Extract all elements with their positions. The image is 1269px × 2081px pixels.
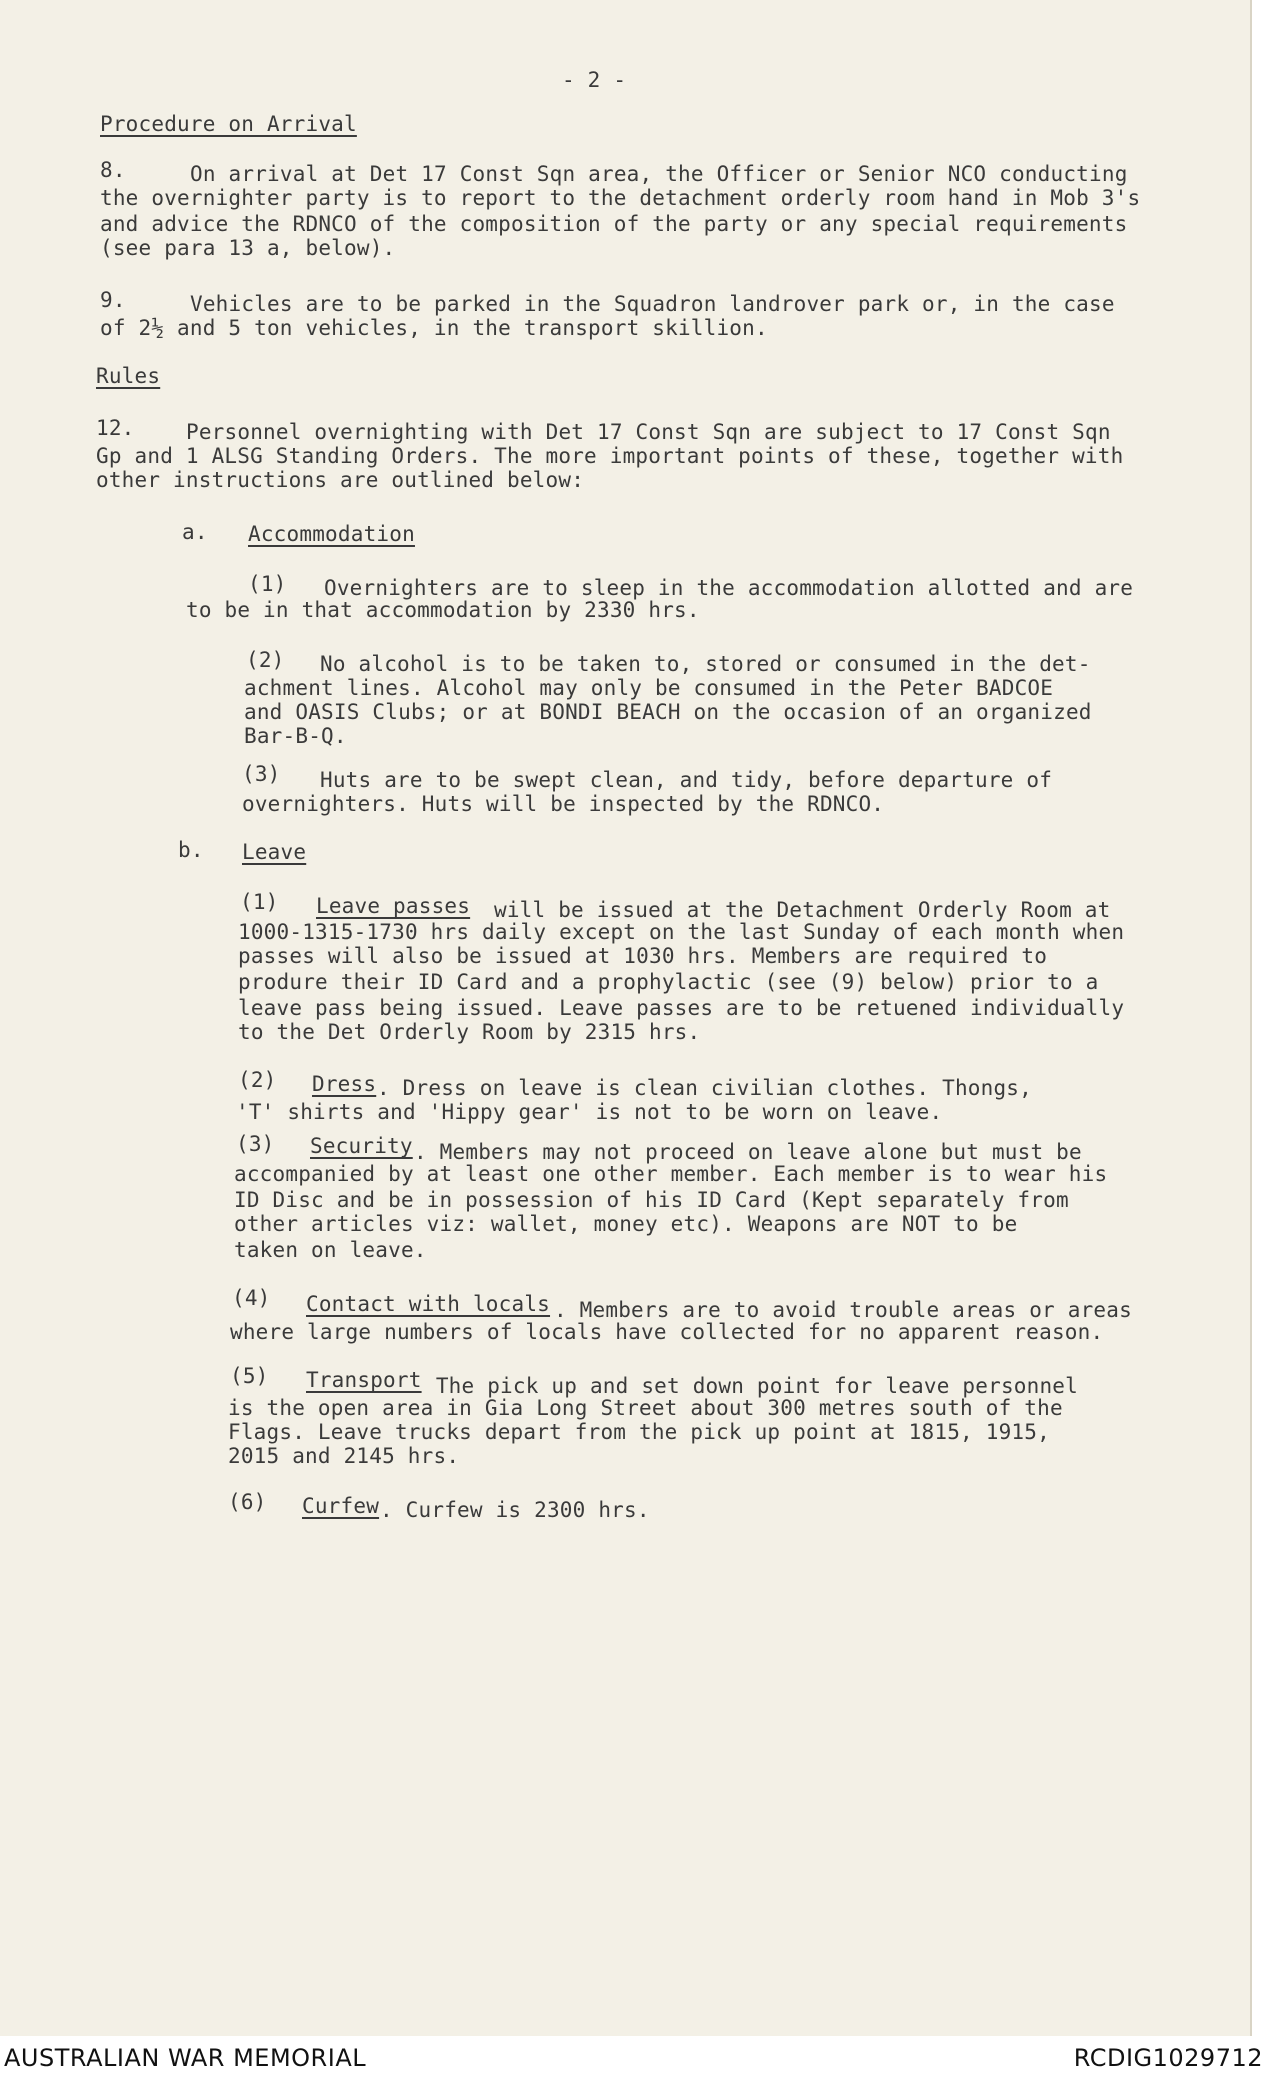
item-line: 'T' shirts and 'Hippy gear' is not to be worn on leave. [236,1100,943,1124]
para-8-line: On arrival at Det 17 Const Sqn area, the Officer or Senior NCO conducting [190,162,1128,186]
item-title: Curfew [302,1494,380,1518]
item-line: other articles viz: wallet, money etc). Weapons are NOT to be [234,1212,1018,1236]
item-number: (1) [248,572,287,596]
item-line: No alcohol is to be taken to, stored or consumed in the det- [320,652,1091,676]
item-line: to be in that accommodation by 2330 hrs. [186,598,700,622]
item-line: is the open area in Gia Long Street about 300 metres south of the [228,1396,1063,1420]
item-line: accompanied by at least one other member. Each member is to wear his [234,1162,1108,1186]
item-line: Flags. Leave trucks depart from the pick up point at 1815, 1915, [228,1420,1050,1444]
page-number: - 2 - [562,68,627,92]
item-title: Transport [306,1368,422,1392]
para-12-line: Gp and 1 ALSG Standing Orders. The more important points of these, together with [96,444,1124,468]
para-8-line: the overnighter party is to report to the detachment orderly room hand in Mob 3's [100,186,1141,210]
item-number: (5) [230,1364,269,1388]
item-title: Dress [312,1072,377,1096]
item-line: achment lines. Alcohol may only be consumed in the Peter BADCOE [244,676,1054,700]
item-number: (6) [228,1490,267,1514]
item-line: . Members may not proceed on leave alone but must be [414,1140,1082,1164]
para-12-line: other instructions are outlined below: [96,468,585,492]
para-9-line: Vehicles are to be parked in the Squadron landrover park or, in the case [190,292,1115,316]
item-line: leave pass being issued. Leave passes are to be retuened individually [238,996,1125,1020]
item-number: (4) [232,1286,271,1310]
item-line: . Curfew is 2300 hrs. [380,1498,650,1522]
sub-b-letter: b. [178,838,204,862]
para-8-number: 8. [100,158,126,182]
item-line: . Members are to avoid trouble areas or areas [554,1298,1132,1322]
item-line: overnighters. Huts will be inspected by the RDNCO. [242,792,885,816]
item-title: Security [310,1134,413,1158]
item-line: and OASIS Clubs; or at BONDI BEACH on the occasion of an organized [244,700,1092,724]
item-title: Leave passes [316,894,471,918]
item-number: (2) [238,1068,277,1092]
footer-source: AUSTRALIAN WAR MEMORIAL [4,2044,367,2072]
sub-b-title: Leave [242,840,307,864]
item-line: 1000-1315-1730 hrs daily except on the last Sunday of each month when [238,920,1125,944]
item-title: Contact with locals [306,1292,551,1316]
item-line: taken on leave. [234,1238,427,1262]
item-line: 2015 and 2145 hrs. [228,1444,460,1468]
item-number: (2) [246,648,285,672]
item-line: where large numbers of locals have collected for no apparent reason. [230,1320,1104,1344]
item-line: Bar-B-Q. [244,724,347,748]
sub-a-letter: a. [182,520,208,544]
item-number: (1) [240,890,279,914]
item-line: will be issued at the Detachment Orderly Room at [494,898,1111,922]
rules-heading: Rules [96,364,161,388]
item-number: (3) [236,1132,275,1156]
item-line: Huts are to be swept clean, and tidy, before departure of [320,768,1053,792]
item-number: (3) [242,762,281,786]
item-line: passes will also be issued at 1030 hrs. Members are required to [238,944,1048,968]
footer-record-id: RCDIG1029712 [1073,2044,1263,2072]
item-line: The pick up and set down point for leave personnel [423,1374,1078,1398]
sub-a-title: Accommodation [248,522,415,546]
para-9-line: of 2½ and 5 ton vehicles, in the transport skillion. [100,316,768,340]
item-line: produre their ID Card and a prophylactic (see (9) below) prior to a [238,970,1099,994]
item-line: to the Det Orderly Room by 2315 hrs. [238,1020,701,1044]
procedure-heading: Procedure on Arrival [100,112,357,136]
item-line: ID Disc and be in possession of his ID Card (Kept separately from [234,1188,1069,1212]
para-8-line: (see para 13 a, below). [100,236,396,260]
item-line: . Dress on leave is clean civilian clothes. Thongs, [377,1076,1032,1100]
para-8-line: and advice the RDNCO of the composition of the party or any special requirements [100,212,1128,236]
para-9-number: 9. [100,288,126,312]
para-12-number: 12. [96,416,135,440]
item-line: Overnighters are to sleep in the accommodation allotted and are [324,576,1134,600]
para-12-line: Personnel overnighting with Det 17 Const Sqn are subject to 17 Const Sqn [186,420,1111,444]
